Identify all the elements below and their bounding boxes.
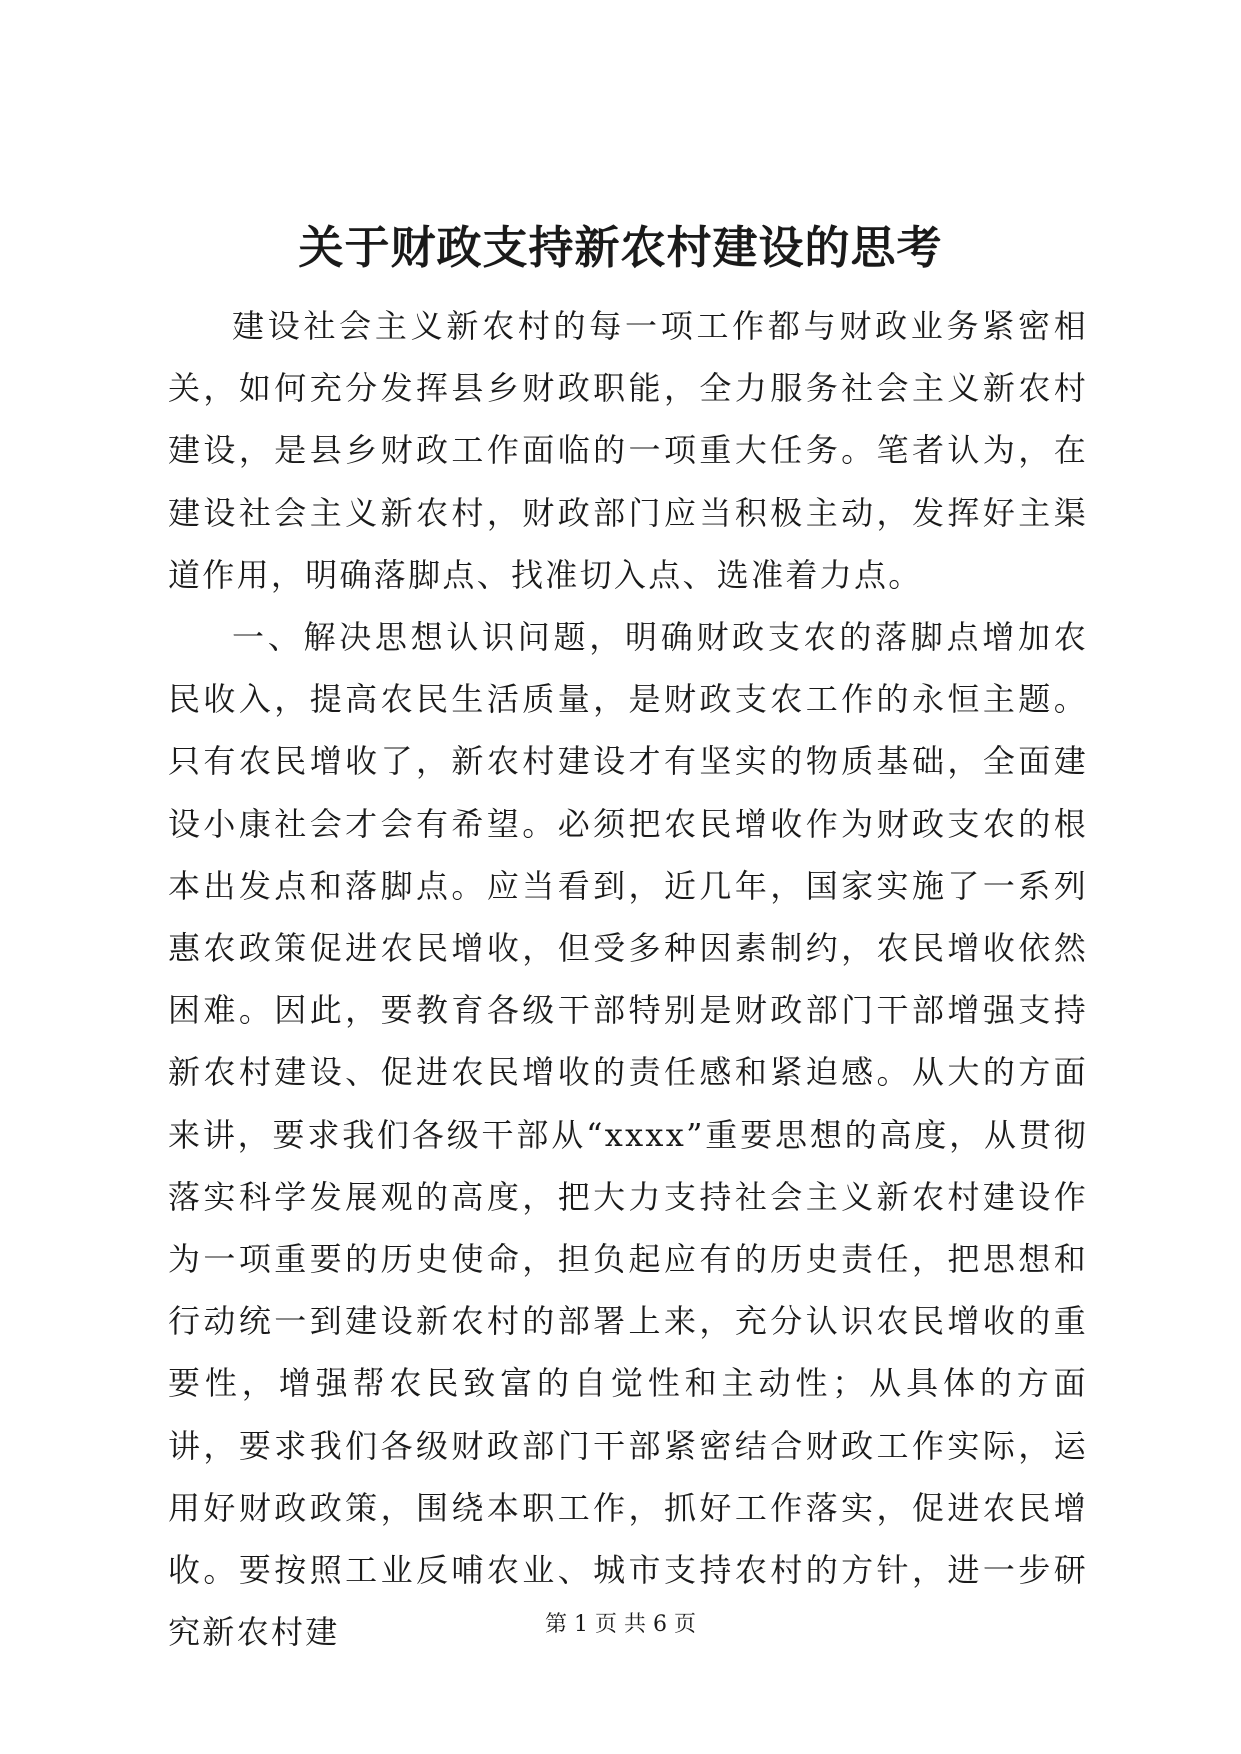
document-title: 关于财政支持新农村建设的思考 bbox=[298, 221, 943, 274]
paragraph-intro: 建设社会主义新农村的每一项工作都与财政业务紧密相关，如何充分发挥县乡财政职能，全力服务社会主义新农村建设，是县乡财政工作面临的一项重大任务。笔者认为，在建设社会主义新农村，财政部门应当积极主动，发挥好主渠道作用，明确落脚点、找准切入点、选准着力点。 bbox=[168, 307, 1088, 594]
paragraph-section-one: 一、解决思想认识问题，明确财政支农的落脚点增加农民收入，提高农民生活质量，是财政支农工作的永恒主题。只有农民增收了，新农村建设才有坚实的物质基础，全面建设小康社会才会有希望。必须把农民增收作为财政支农的根本出发点和落脚点。应当看到，近几年，国家实施了一系列惠农政策促进农民增收，但受多种因素制约，农民增收依然困难。因此，要教育各级干部特别是财政部门干部增强支持新农村建设、促进农民增收的责任感和紧迫感。从大的方面来讲，要求我们各级干部从“xxxx”重要思想的高度，从贯彻落实科学发展观的高度，把大力支持社会主义新农村建设作为一项重要的历史使命，担负起应有的历史责任，把思想和行动统一到建设新农村的部署上来，充分认识农民增收的重要性，增强帮农民致富的自觉性和主动性；从具体的方面讲，要求我们各级财政部门干部紧密结合财政工作实际，运用好财政政策，围绕本职工作，抓好工作落实，促进农民增收。要按照工业反哺农业、城市支持农村的方针，进一步研究新农村建 bbox=[168, 618, 1088, 1652]
document-body bbox=[168, 295, 1088, 1663]
page-number-footer: 第 1 页 共 6 页 bbox=[545, 1612, 696, 1637]
